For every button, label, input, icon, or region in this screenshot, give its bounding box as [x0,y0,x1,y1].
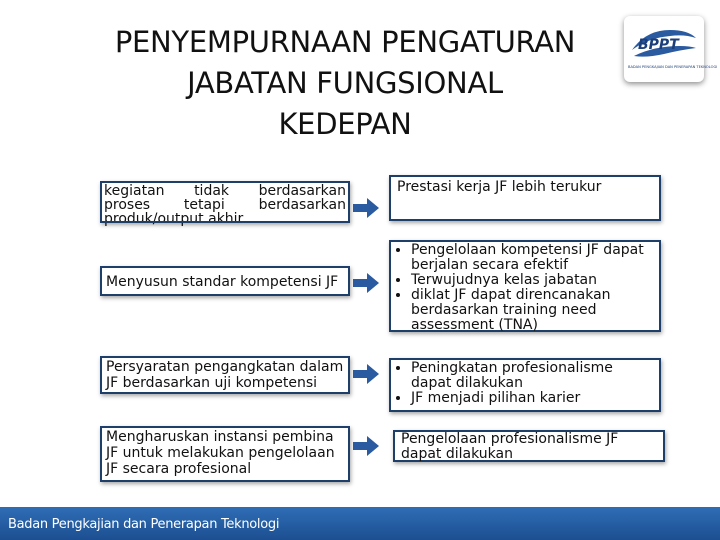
logo-subtext: BADAN PENGKAJIAN DAN PENERAPAN TEKNOLOGI [628,65,718,69]
left-box-1-line-1: kegiatan tidak berdasarkan [104,183,346,199]
right-box-3-item-2: • JF menjadi pilihan karier [411,391,657,406]
left-box-2 [100,266,350,296]
arrow-right-icon [353,198,379,218]
bppt-logo-icon [624,16,718,82]
arrow-right-icon [353,436,379,456]
logo-wordmark: BPPT [638,37,679,53]
left-box-1-line-3: produk/output akhir [104,211,244,227]
right-box-2-item-1: • Pengelolaan kompetensi JF dapat berjalan secara efektif [411,243,657,273]
left-box-2-text: Menyusun standar kompetensi JF [106,274,339,290]
arrow-right-icon [353,364,379,384]
left-box-1-line-2: proses tetapi berdasarkan [104,197,346,213]
title-line-2: JABATAN FUNGSIONAL [187,66,503,100]
bppt-logo [624,16,718,82]
right-box-2-item-2: • Terwujudnya kelas jabatan [411,273,657,288]
left-box-4 [100,426,350,482]
title-line-3: KEDEPAN [278,107,412,141]
arrow-right-icon [353,273,379,293]
right-box-4-text: Pengelolaan profesionalisme JF dapat dilakukan [401,431,619,462]
right-box-2-list [393,243,657,333]
left-box-1 [100,183,350,227]
slide-title [60,22,630,145]
footer-text: Badan Pengkajian dan Penerapan Teknologi [8,517,280,532]
left-box-3 [100,356,350,394]
right-box-2-item-3: • diklat JF dapat direncanakan berdasarkan training need assessment (TNA) [411,288,657,333]
right-box-3 [389,358,661,412]
right-box-3-list [393,361,657,406]
left-box-4-text: Mengharuskan instansi pembina JF untuk melakukan pengelolaan JF secara profesional [106,429,335,477]
footer-bar [0,507,720,540]
right-box-2 [389,240,661,332]
left-box-3-text: Persyaratan pengangkatan dalam JF berdasarkan uji kompetensi [106,359,344,391]
right-box-1 [389,175,661,221]
right-box-4 [393,430,665,462]
right-box-1-text: Prestasi kerja JF lebih terukur [397,179,602,195]
title-line-1: PENYEMPURNAAN PENGATURAN [114,25,576,59]
right-box-3-item-1: • Peningkatan profesionalisme dapat dilakukan [411,361,657,391]
